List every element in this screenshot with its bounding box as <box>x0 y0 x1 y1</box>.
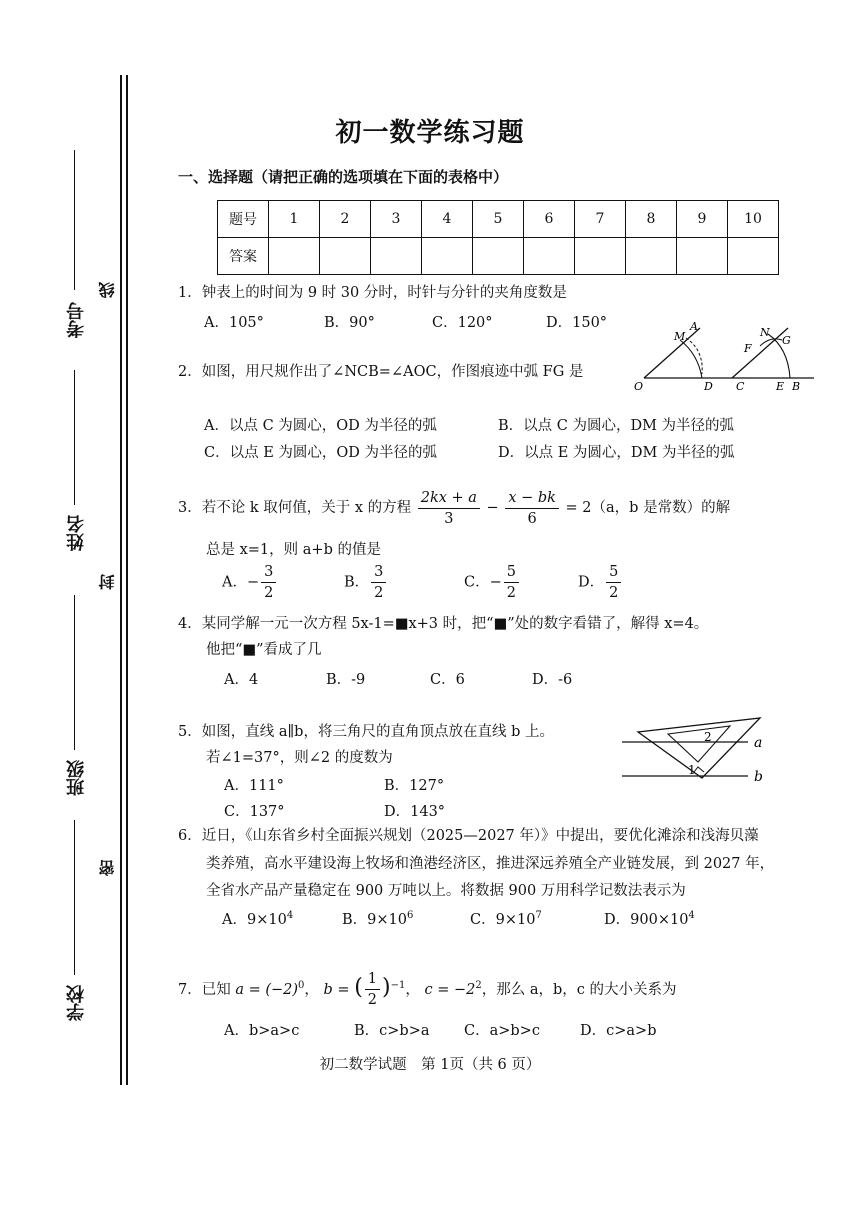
q3-frac1-num: 2kx + a <box>418 488 480 509</box>
q6-option-a <box>222 908 293 929</box>
answer-cell-5[interactable] <box>473 238 524 275</box>
fig-label-o: O <box>634 380 644 393</box>
q7-prefix: 7．已知 <box>178 981 231 998</box>
q3-c-fraction <box>504 562 519 603</box>
q3-minus: − <box>486 500 499 516</box>
q3-b-num: 3 <box>371 562 386 583</box>
q5-option-d: D．143° <box>384 804 446 820</box>
answer-cell-2[interactable] <box>320 238 371 275</box>
q6-option-c <box>470 908 542 929</box>
cut-word-seal: 封 <box>98 574 117 590</box>
q6-option-d <box>604 908 695 929</box>
q3-a-sign: − <box>246 574 260 591</box>
question-6-line2: 类养殖，高水平建设海上牧场和渔港经济区，推进深远养殖全产业链发展，到 2027 年， <box>206 856 775 872</box>
q3-c-label: C． <box>464 574 490 591</box>
fig-label-b: B <box>792 380 801 393</box>
question-4-line2: 他把“■”看成了几 <box>206 642 322 658</box>
q7-option-b: B．c>b>a <box>354 1023 430 1039</box>
q3-frac2-num: x − bk <box>505 488 559 509</box>
q3-option-d <box>578 562 623 603</box>
q4-option-d: D．-6 <box>532 672 573 688</box>
table-cell: 9 <box>677 201 728 238</box>
q3-frac1-den: 3 <box>444 510 454 527</box>
answer-cell-6[interactable] <box>524 238 575 275</box>
q5-option-b: B．127° <box>384 778 445 794</box>
q3-d-num: 5 <box>606 562 621 583</box>
q3-fraction-2 <box>505 488 559 529</box>
class-label: 班级 <box>66 760 87 796</box>
question-2-stem: 2．如图，用尺规作出了∠NCB=∠AOC，作图痕迹中弧 FG 是 <box>178 364 584 380</box>
fig-label-f: F <box>744 342 752 355</box>
table-cell: 10 <box>728 201 779 238</box>
q7-a-exp: 0 <box>298 980 305 991</box>
question-6-line3: 全省水产品产量稳定在 900 万吨以上。将数据 900 万用科学记数法表示为 <box>206 883 686 899</box>
q3-c-num: 5 <box>504 562 519 583</box>
exam-number-label: 考号 <box>66 302 87 338</box>
question-5-line2: 若∠1=37°，则∠2 的度数为 <box>206 750 393 766</box>
q6-a-exp: 4 <box>286 910 294 922</box>
q6-c-label: C． <box>470 912 496 928</box>
table-cell: 5 <box>473 201 524 238</box>
answer-cell-10[interactable] <box>728 238 779 275</box>
fig-label-angle-1: 1 <box>688 763 696 777</box>
fig-label-line-a: a <box>754 735 763 751</box>
q3-d-den: 2 <box>609 585 619 601</box>
q7-a-expr: a = (−2) <box>235 981 299 998</box>
table-cell: 8 <box>626 201 677 238</box>
q6-a-base: 9×10 <box>246 912 287 928</box>
q3-option-a <box>222 562 278 603</box>
q3-c-sign: − <box>489 574 502 591</box>
q3-a-fraction <box>261 562 276 603</box>
answer-cell-7[interactable] <box>575 238 626 275</box>
question-1-stem: 1．钟表上的时间为 9 时 30 分时，时针与分针的夹角度数是 <box>178 285 567 301</box>
q4-option-b: B．-9 <box>326 672 366 688</box>
school-label: 学校 <box>66 985 87 1021</box>
fig-label-line-b: b <box>754 769 763 785</box>
q1-option-b: B．90° <box>324 315 375 331</box>
answer-cell-3[interactable] <box>371 238 422 275</box>
q7-option-a: A．b>a>c <box>224 1023 300 1039</box>
q7-b-fraction <box>365 969 380 1010</box>
fig-label-c: C <box>736 380 745 393</box>
q3-a-num: 3 <box>261 562 276 583</box>
q7-option-c: C．a>b>c <box>464 1023 540 1039</box>
section-heading: 一、选择题（请把正确的选项填在下面的表格中） <box>178 168 509 186</box>
q2-figure <box>632 322 822 394</box>
name-label: 姓名 <box>66 515 87 551</box>
table-row-answers <box>218 238 779 275</box>
fig-label-e: E <box>776 380 785 393</box>
table-row-numbers <box>218 201 779 238</box>
q7-b-expr: b = <box>323 981 350 998</box>
school-blank <box>74 820 75 975</box>
q3-option-c <box>464 562 521 603</box>
q7-c-expr: c = −2 <box>424 981 476 998</box>
question-3-line2: 总是 x=1，则 a+b 的值是 <box>206 542 381 558</box>
q6-d-label: D． <box>604 912 631 928</box>
q2-option-a: A．以点 C 为圆心，OD 为半径的弧 <box>204 418 437 434</box>
q3-a-label: A． <box>222 574 247 591</box>
q6-c-base: 9×10 <box>495 912 536 928</box>
answer-cell-9[interactable] <box>677 238 728 275</box>
table-cell: 7 <box>575 201 626 238</box>
q7-c-exp: 2 <box>475 980 482 991</box>
question-6-line1: 6．近日，《山东省乡村全面振兴规划（2025—2027 年）》中提出，要优化滩涂和浅海贝藻 <box>178 828 759 844</box>
q3-b-label: B． <box>344 574 370 591</box>
fig-label-m: M <box>674 330 686 343</box>
table-cell: 2 <box>320 201 371 238</box>
q7-suffix: ，那么 a，b，c 的大小关系为 <box>481 981 677 998</box>
cut-word-secret: 密 <box>98 860 117 876</box>
table-cell: 4 <box>422 201 473 238</box>
answer-cell-8[interactable] <box>626 238 677 275</box>
q2-option-d: D．以点 E 为圆心，DM 为半径的弧 <box>498 445 735 461</box>
q3-fraction-1 <box>418 488 480 529</box>
answer-cell-1[interactable] <box>269 238 320 275</box>
q6-a-label: A． <box>222 912 247 928</box>
q6-d-base: 900×10 <box>630 912 689 928</box>
q3-b-fraction <box>371 562 386 603</box>
q3-a-den: 2 <box>264 585 274 601</box>
answer-table <box>217 200 779 275</box>
q6-b-exp: 6 <box>406 910 414 922</box>
page-title: 初一数学练习题 <box>335 118 525 148</box>
q3-d-fraction <box>606 562 621 603</box>
q3-d-label: D． <box>578 574 605 591</box>
q7-b-den: 2 <box>367 992 378 1009</box>
question-7-stem: 7．已知 $a = (-2)^0$， b = ( $\frac{1}{2}$ )$^{-1}$， $c = -2^2$，那么 a，b，c 的大小关系为 <box>178 971 677 1009</box>
class-blank <box>74 595 75 750</box>
table-cell: 6 <box>524 201 575 238</box>
q6-option-b <box>342 908 413 929</box>
cut-word-line: 线 <box>98 282 117 298</box>
fig-label-n: N <box>760 326 770 339</box>
q3-option-b <box>344 562 388 603</box>
q5-figure <box>618 712 768 800</box>
table-cell: 1 <box>269 201 320 238</box>
q4-option-a: A．4 <box>224 672 259 688</box>
q6-b-label: B． <box>342 912 368 928</box>
answer-cell-4[interactable] <box>422 238 473 275</box>
page-footer: 初二数学试题 第 1页（共 6 页） <box>319 1057 541 1073</box>
question-5-line1: 5．如图，直线 a∥b，将三角尺的直角顶点放在直线 b 上。 <box>178 724 554 740</box>
fig-label-g: G <box>782 334 791 347</box>
fig-label-angle-2: 2 <box>704 730 712 744</box>
exam-number-blank <box>74 150 75 290</box>
q3-frac2-den: 6 <box>527 510 537 527</box>
q3-c-den: 2 <box>506 585 516 601</box>
q1-option-c: C．120° <box>432 315 493 331</box>
table-head-number: 题号 <box>218 201 269 238</box>
q7-b-exp: −1 <box>390 980 406 991</box>
margin-border-outer <box>120 75 122 1085</box>
margin-border-inner <box>126 75 128 1085</box>
q7-b-num: 1 <box>365 969 380 990</box>
q2-option-c: C．以点 E 为圆心，OD 为半径的弧 <box>204 445 438 461</box>
q1-option-d: D．150° <box>546 315 608 331</box>
name-blank <box>74 370 75 505</box>
q6-d-exp: 4 <box>688 910 695 922</box>
fig-label-a: A <box>690 322 698 333</box>
q6-b-base: 9×10 <box>367 912 407 928</box>
q6-c-exp: 7 <box>535 910 542 922</box>
q3-stem-post: = 2（a，b 是常数）的解 <box>565 500 731 516</box>
q3-stem-pre: 3．若不论 k 取何值，关于 x 的方程 <box>178 500 412 516</box>
fig-label-d: D <box>704 380 713 393</box>
q3-b-den: 2 <box>374 585 384 601</box>
table-cell: 3 <box>371 201 422 238</box>
question-3-stem <box>178 486 730 530</box>
table-head-answer: 答案 <box>218 238 269 275</box>
q2-option-b: B．以点 C 为圆心，DM 为半径的弧 <box>498 418 735 434</box>
q4-option-c: C．6 <box>430 672 465 688</box>
q5-option-a: A．111° <box>224 778 284 794</box>
question-4-line1: 4．某同学解一元一次方程 5x-1=■x+3 时，把“■”处的数字看错了，解得 x=4。 <box>178 616 709 632</box>
q1-option-a: A．105° <box>204 315 264 331</box>
q7-option-d: D．c>a>b <box>580 1023 657 1039</box>
q5-option-c: C．137° <box>224 804 285 820</box>
